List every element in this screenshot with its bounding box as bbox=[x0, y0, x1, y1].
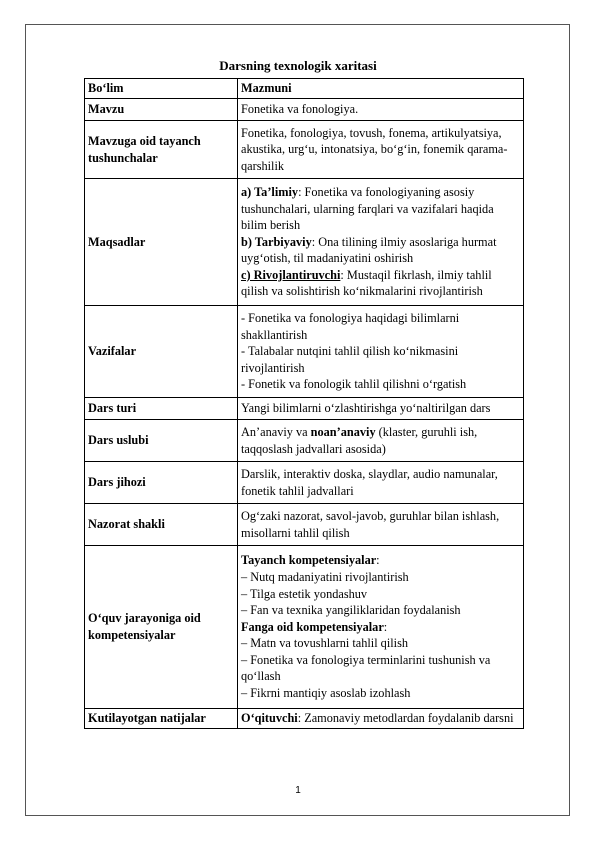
row-label: O‘quv jarayoniga oid kompetensiyalar bbox=[85, 546, 238, 709]
row-value bbox=[238, 179, 524, 306]
goal-c: c) Rivojlantiruvchi: Mustaqil fikrlash, ilmiy tahlil qilish va solishtirish ko‘nikmalarini rivojlantirish bbox=[241, 267, 492, 299]
goal-a: a) Ta’limiy: Fonetika va fonologiyaning asosiy tushunchalari, ularning farqlari va vazifalari haqida bilim berish bbox=[241, 184, 494, 233]
row-label: Maqsadlar bbox=[85, 179, 238, 306]
row-value bbox=[238, 306, 524, 398]
competency-item: – Fonetika va fonologiya terminlarini tushunish va qo‘llash bbox=[241, 652, 491, 684]
row-value: Og‘zaki nazorat, savol-javob, guruhlar bilan ishlash, misollarni tahlil qilish bbox=[238, 504, 524, 546]
row-value: Darslik, interaktiv doska, slaydlar, audio namunalar, fonetik tahlil jadvallari bbox=[238, 462, 524, 504]
competency-item: – Fan va texnika yangiliklaridan foydalanish bbox=[241, 603, 461, 618]
competency-heading: Tayanch kompetensiyalar: bbox=[241, 553, 380, 568]
page-number: 1 bbox=[295, 785, 301, 796]
row-value bbox=[238, 546, 524, 709]
task-item: - Fonetika va fonologiya haqidagi bilimlarni shakllantirish bbox=[241, 311, 460, 342]
table-row-tushunchalar bbox=[85, 121, 524, 179]
row-value: Fonetika, fonologiya, tovush, fonema, artikulyatsiya, akustika, urg‘u, intonatsiya, bo‘g‘in, fonemik qarama-qarshilik bbox=[238, 121, 524, 179]
task-item: - Fonetik va fonologik tahlil qilishni o‘rgatish bbox=[241, 377, 467, 392]
table-row-dars-jihozi bbox=[85, 462, 524, 504]
lesson-map-table bbox=[84, 78, 524, 729]
row-label: Dars uslubi bbox=[85, 420, 238, 462]
row-label: Vazifalar bbox=[85, 306, 238, 398]
table-row-mavzu bbox=[85, 99, 524, 121]
table-row-dars-turi bbox=[85, 398, 524, 420]
row-label: Mavzu bbox=[85, 99, 238, 121]
goal-b: b) Tarbiyaviy: Ona tilining ilmiy asoslariga hurmat uyg‘otish, til madaniyatini oshirish bbox=[241, 234, 497, 266]
table-row-nazorat bbox=[85, 504, 524, 546]
header-content: Mazmuni bbox=[238, 79, 524, 99]
row-value: Yangi bilimlarni o‘zlashtirishga yo‘naltirilgan dars bbox=[238, 398, 524, 420]
table-row-maqsadlar bbox=[85, 179, 524, 306]
row-value: Fonetika va fonologiya. bbox=[238, 99, 524, 121]
table-row-dars-uslubi bbox=[85, 420, 524, 462]
document-title: Darsning texnologik xaritasi bbox=[219, 58, 377, 73]
table-header-row bbox=[85, 79, 524, 99]
task-item: - Talabalar nutqini tahlil qilish ko‘nikmasini rivojlantirish bbox=[241, 344, 459, 375]
row-label: Dars turi bbox=[85, 398, 238, 420]
header-section: Bo‘lim bbox=[85, 79, 238, 99]
table-row-kompetensiya bbox=[85, 546, 524, 709]
competency-item: – Fikrni mantiqiy asoslab izohlash bbox=[241, 686, 411, 701]
table-row-natijalar bbox=[85, 709, 524, 729]
row-value: O‘qituvchi: Zamonaviy metodlardan foydalanib darsni bbox=[238, 709, 524, 729]
competency-item: – Matn va tovushlarni tahlil qilish bbox=[241, 636, 409, 651]
table-row-vazifalar bbox=[85, 306, 524, 398]
row-label: Kutilayotgan natijalar bbox=[85, 709, 238, 729]
row-value: An’anaviy va noan’anaviy (klaster, guruhli ish, taqqoslash jadvallari asosida) bbox=[238, 420, 524, 462]
row-label: Mavzuga oid tayanch tushunchalar bbox=[85, 121, 238, 179]
competency-heading: Fanga oid kompetensiyalar: bbox=[241, 619, 388, 634]
competency-item: – Tilga estetik yondashuv bbox=[241, 586, 368, 601]
row-label: Nazorat shakli bbox=[85, 504, 238, 546]
row-label: Dars jihozi bbox=[85, 462, 238, 504]
competency-item: – Nutq madaniyatini rivojlantirish bbox=[241, 569, 409, 584]
